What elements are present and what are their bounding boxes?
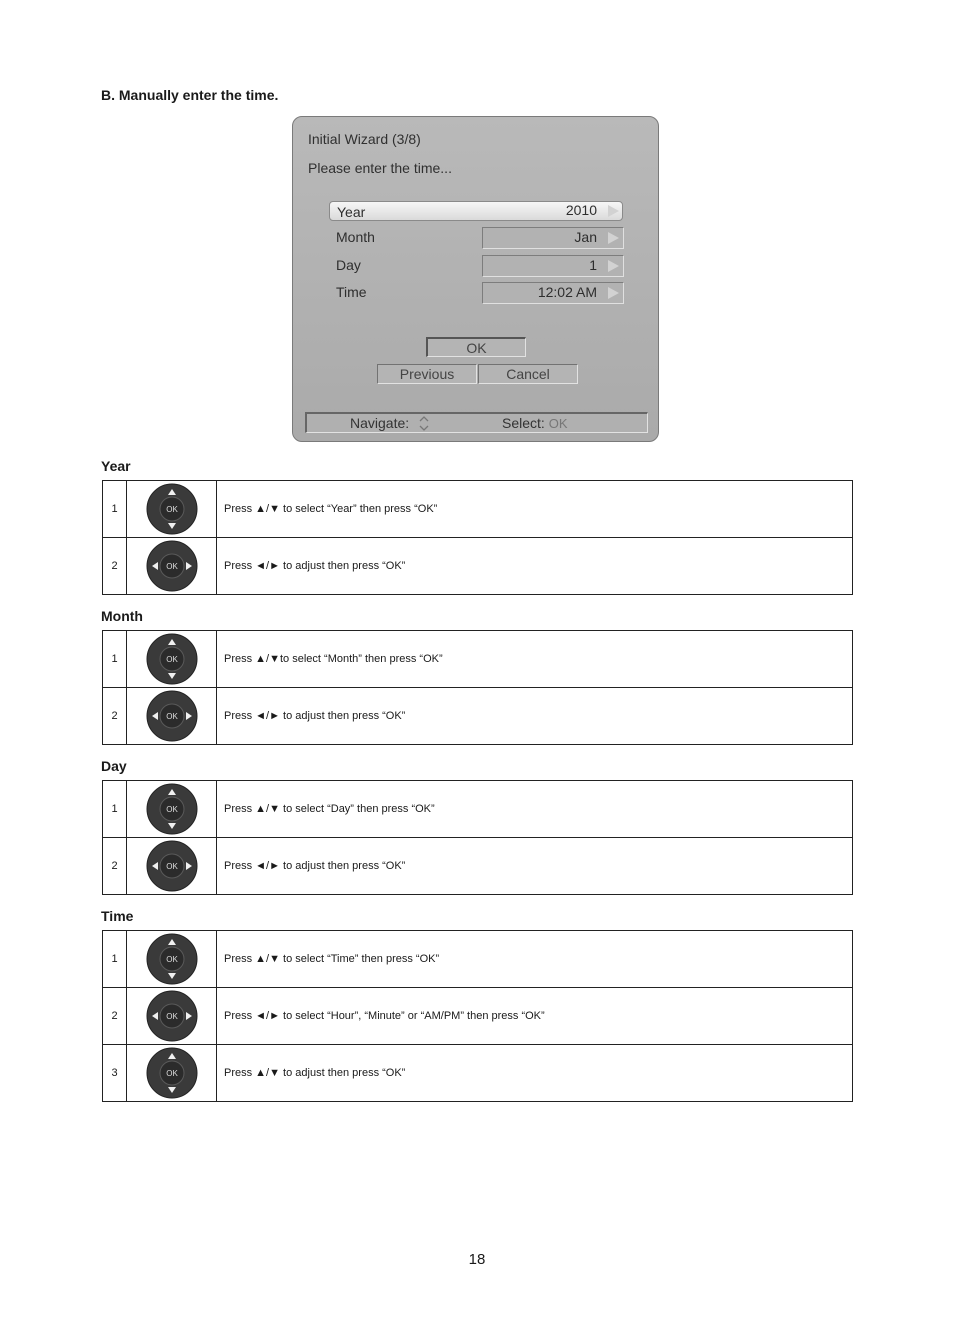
field-label: Month [336,229,375,245]
table-row [103,838,853,895]
step-number: 1 [103,631,127,688]
field-value: Jan [574,229,597,245]
remote-up-down-icon [146,783,198,835]
value-box [482,282,624,304]
dialog-title: Initial Wizard (3/8) [308,131,421,147]
remote-left-right-icon [146,990,198,1042]
remote-cell [127,1045,217,1102]
ok-key-label: OK [165,805,178,814]
section-heading: B. Manually enter the time. [101,87,279,103]
field-value: 1 [589,257,597,273]
remote-cell [127,988,217,1045]
remote-cell [127,688,217,745]
remote-cell [127,838,217,895]
ok-button[interactable]: OK [426,337,526,357]
initial-wizard-dialog [292,116,659,442]
remote-up-down-icon [146,1047,198,1099]
step-text: Press ▲/▼to select “Month” then press “OK” [217,631,853,688]
table-row [103,931,853,988]
field-value: 2010 [565,202,597,218]
table-row [103,688,853,745]
step-text: Press ▲/▼ to adjust then press “OK” [217,1045,853,1102]
field-year[interactable] [329,201,623,221]
step-text: Press ◄/► to adjust then press “OK” [217,838,853,895]
step-number: 2 [103,538,127,595]
steps-table-year [102,480,853,595]
right-arrow-icon [608,287,619,299]
table-row [103,481,853,538]
step-number: 3 [103,1045,127,1102]
field-label: Day [336,257,361,273]
section-heading-year: Year [101,458,131,474]
steps-table-day [102,780,853,895]
table-row [103,988,853,1045]
step-number: 2 [103,838,127,895]
remote-left-right-icon [146,840,198,892]
step-number: 1 [103,781,127,838]
remote-left-right-icon [146,540,198,592]
field-time[interactable] [329,282,623,304]
section-heading-month: Month [101,608,143,624]
remote-up-down-icon [146,633,198,685]
table-row [103,538,853,595]
table-row [103,1045,853,1102]
step-text: Press ◄/► to select “Hour”, “Minute” or “AM/PM” then press “OK” [217,988,853,1045]
ok-key-label: OK [165,712,178,721]
step-text: Press ▲/▼ to select “Day” then press “OK” [217,781,853,838]
section-heading-time: Time [101,908,134,924]
page-number: 18 [468,1251,486,1268]
value-box [482,227,624,249]
dialog-footer [305,412,648,433]
field-label: Year [337,204,366,220]
step-number: 2 [103,988,127,1045]
step-text: Press ▲/▼ to select “Time” then press “OK” [217,931,853,988]
ok-key-label: OK [165,562,178,571]
section-heading-day: Day [101,758,127,774]
field-value: 12:02 AM [537,284,597,300]
step-number: 1 [103,481,127,538]
right-arrow-icon [608,232,619,244]
step-number: 1 [103,931,127,988]
ok-key-label: OK [165,505,178,514]
step-number: 2 [103,688,127,745]
value-box [483,201,623,221]
step-text: Press ◄/► to adjust then press “OK” [217,538,853,595]
remote-up-down-icon [146,483,198,535]
dialog-prompt: Please enter the time... [308,160,452,176]
steps-table-month [102,630,853,745]
ok-key-label: OK [165,1012,178,1021]
navigate-hint: Navigate: [350,415,410,431]
up-down-icon [419,416,429,431]
ok-key-label: OK [165,655,178,664]
field-month[interactable] [329,227,623,249]
remote-cell [127,931,217,988]
table-row [103,781,853,838]
table-row [103,631,853,688]
ok-key-label: OK [548,416,568,431]
select-hint [502,415,568,431]
previous-button[interactable]: Previous [377,364,477,384]
field-day[interactable] [329,255,623,277]
ok-key-label: OK [165,955,178,964]
select-label: Select: [502,415,545,431]
remote-cell [127,781,217,838]
field-label: Time [336,284,367,300]
remote-cell [127,538,217,595]
value-box [482,255,624,277]
remote-cell [127,631,217,688]
right-arrow-icon [608,260,619,272]
step-text: Press ▲/▼ to select “Year” then press “OK” [217,481,853,538]
remote-left-right-icon [146,690,198,742]
remote-cell [127,481,217,538]
right-arrow-icon [608,205,619,217]
cancel-button[interactable]: Cancel [478,364,578,384]
ok-key-label: OK [165,862,178,871]
step-text: Press ◄/► to adjust then press “OK” [217,688,853,745]
remote-up-down-icon [146,933,198,985]
steps-table-time [102,930,853,1102]
ok-key-label: OK [165,1069,178,1078]
